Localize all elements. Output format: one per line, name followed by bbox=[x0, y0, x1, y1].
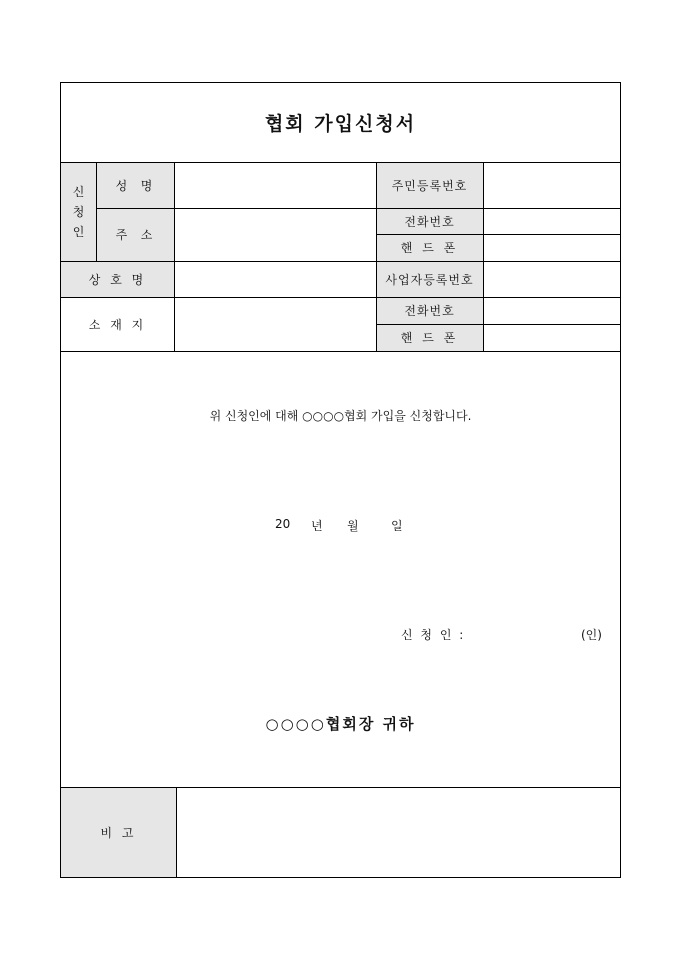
name-field[interactable] bbox=[175, 163, 375, 207]
date-month-unit: 월 bbox=[347, 519, 359, 533]
rule bbox=[61, 351, 620, 352]
addressee: ○○○○협회장 귀하 bbox=[265, 715, 416, 733]
remarks-field[interactable] bbox=[177, 788, 620, 876]
mobile-field[interactable] bbox=[484, 235, 620, 260]
applicant-label: 신 청 인 bbox=[72, 184, 85, 239]
location-mobile-field[interactable] bbox=[484, 325, 620, 350]
seal-label: (인) bbox=[581, 628, 602, 642]
mobile-label: 핸 드 폰 bbox=[400, 241, 459, 255]
business-name-field[interactable] bbox=[175, 262, 375, 296]
date-day-unit: 일 bbox=[391, 519, 403, 533]
location-label: 소 재 지 bbox=[88, 317, 147, 332]
date-year-unit: 년 bbox=[311, 519, 323, 533]
address-label: 주 소 bbox=[115, 228, 155, 242]
business-reg-no-field[interactable] bbox=[484, 262, 620, 296]
location-phone-label: 전화번호 bbox=[404, 304, 455, 318]
location-mobile-label: 핸 드 폰 bbox=[400, 331, 459, 345]
form-title: 협회 가입신청서 bbox=[264, 113, 417, 135]
name-label: 성 명 bbox=[115, 178, 155, 193]
date-year: 20 bbox=[275, 517, 291, 531]
resident-no-field[interactable] bbox=[484, 163, 620, 207]
phone-label: 전화번호 bbox=[404, 214, 455, 229]
application-form bbox=[60, 82, 621, 878]
remarks-label: 비 고 bbox=[100, 825, 137, 840]
signer-label: 신 청 인 : bbox=[401, 628, 466, 642]
resident-no-label: 주민등록번호 bbox=[391, 178, 468, 193]
address-field[interactable] bbox=[175, 209, 375, 260]
application-statement: 위 신청인에 대해 ○○○○협회 가입을 신청합니다. bbox=[209, 409, 472, 423]
business-reg-no-label: 사업자등록번호 bbox=[385, 272, 474, 287]
phone-field[interactable] bbox=[484, 209, 620, 233]
location-phone-field[interactable] bbox=[484, 298, 620, 323]
location-field[interactable] bbox=[175, 298, 375, 350]
business-name-label: 상 호 명 bbox=[88, 272, 147, 287]
